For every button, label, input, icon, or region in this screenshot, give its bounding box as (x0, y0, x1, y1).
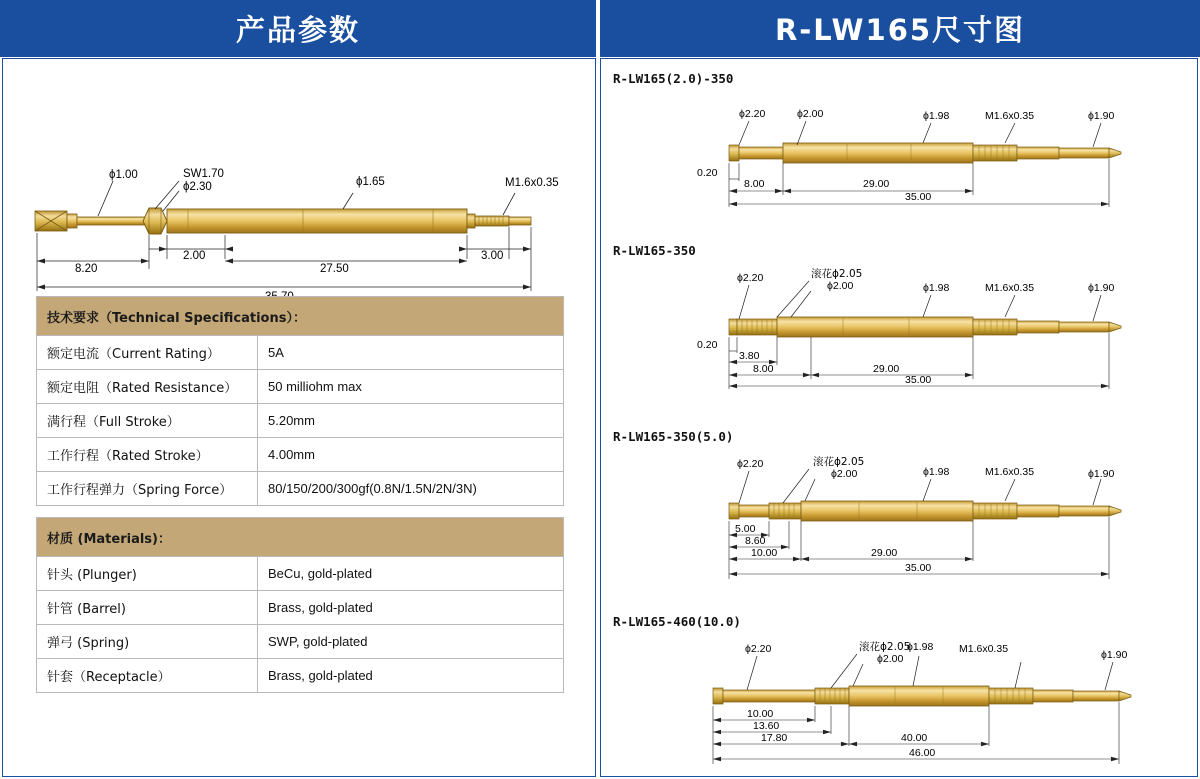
v4-callout-1: ϕ2.20 (745, 643, 772, 655)
v1-callout-2: ϕ2.00 (797, 108, 824, 120)
spec-key: 满行程（Full Stroke） (37, 404, 258, 438)
v3-callout-3: ϕ2.00 (831, 468, 858, 480)
v4-callout-2: 滚花ϕ2.05 (859, 641, 911, 653)
table-row (37, 472, 564, 506)
variant-4-label: R-LW165-460(10.0) (613, 614, 741, 629)
v4-callout-4: ϕ1.98 (907, 641, 934, 653)
right-header-bar (600, 0, 1200, 57)
v4-dim-2: 13.60 (753, 720, 780, 732)
material-value: SWP, gold-plated (258, 625, 564, 659)
v2-callout-4: ϕ1.98 (923, 282, 950, 294)
material-key: 针管 (Barrel) (37, 591, 258, 625)
spec-key: 额定电流（Current Rating） (37, 336, 258, 370)
v1-dim-1: 0.20 (697, 167, 718, 179)
variant-3-drawing (601, 419, 1199, 609)
spec-key: 工作行程弹力（Spring Force） (37, 472, 258, 506)
v3-callout-4: ϕ1.98 (923, 466, 950, 478)
v4-callout-3: ϕ2.00 (877, 653, 904, 665)
v4-dim-4: 40.00 (901, 732, 928, 744)
v3-callout-5: M1.6x0.35 (985, 466, 1035, 478)
dim-d: 3.00 (481, 250, 504, 262)
material-key: 弹弓 (Spring) (37, 625, 258, 659)
v1-dim-3: 29.00 (863, 178, 890, 190)
dim-c: 27.50 (320, 263, 349, 275)
table-row (37, 370, 564, 404)
variant-block-2 (601, 229, 1199, 419)
table-row (37, 518, 564, 557)
v1-dim-2: 8.00 (744, 178, 765, 190)
materials-table (36, 517, 564, 693)
callout-d1: ϕ1.00 (109, 169, 138, 181)
spec-value: 5A (258, 336, 564, 370)
v2-dim-5: 35.00 (905, 374, 932, 386)
spec-value: 50 milliohm max (258, 370, 564, 404)
callout-d2: ϕ2.30 (183, 181, 212, 193)
v3-callout-2: 滚花ϕ2.05 (813, 456, 865, 468)
variant-block-1 (601, 59, 1199, 239)
v4-dim-5: 46.00 (909, 747, 936, 759)
table-row (37, 659, 564, 693)
v2-dim-1: 0.20 (697, 339, 718, 351)
variant-block-3 (601, 419, 1199, 609)
v1-callout-1: ϕ2.20 (739, 108, 766, 120)
v3-callout-6: ϕ1.90 (1088, 468, 1115, 480)
material-key: 针头 (Plunger) (37, 557, 258, 591)
variant-1-drawing (601, 59, 1199, 239)
materials-table-title: 材质 (Materials)： (37, 518, 564, 557)
v3-dim-4: 29.00 (871, 547, 898, 559)
callout-thread: M1.6x0.35 (505, 177, 559, 189)
v2-callout-2: 滚花ϕ2.05 (811, 268, 863, 280)
v2-callout-5: M1.6x0.35 (985, 282, 1035, 294)
table-row (37, 404, 564, 438)
v4-dim-1: 10.00 (747, 708, 774, 720)
v2-callout-3: ϕ2.00 (827, 280, 854, 292)
v2-dim-4: 29.00 (873, 363, 900, 375)
v4-dim-3: 17.80 (761, 732, 788, 744)
variant-2-label: R-LW165-350 (613, 243, 696, 258)
spec-key: 工作行程（Rated Stroke） (37, 438, 258, 472)
variant-4-drawing (601, 604, 1199, 779)
spec-value: 5.20mm (258, 404, 564, 438)
material-key: 针套（Receptacle） (37, 659, 258, 693)
v3-dim-1: 5.00 (735, 523, 756, 535)
callout-sw: SW1.70 (183, 168, 224, 180)
material-value: BeCu, gold-plated (258, 557, 564, 591)
material-value: Brass, gold-plated (258, 659, 564, 693)
callout-d3: ϕ1.65 (356, 176, 385, 188)
table-row (37, 557, 564, 591)
left-header-title: 产品参数 (235, 13, 360, 47)
dim-a: 8.20 (75, 263, 98, 275)
table-row (37, 625, 564, 659)
v4-callout-6: ϕ1.90 (1101, 649, 1128, 661)
right-panel (600, 58, 1198, 777)
v2-callout-1: ϕ2.20 (737, 272, 764, 284)
left-panel (2, 58, 596, 777)
spec-key: 额定电阻（Rated Resistance） (37, 370, 258, 404)
variant-1-label: R-LW165(2.0)-350 (613, 71, 734, 86)
right-header-title: R-LW165尺寸图 (774, 13, 1026, 47)
spec-table (36, 296, 564, 506)
v4-callout-5: M1.6x0.35 (959, 643, 1009, 655)
table-row (37, 297, 564, 336)
v2-dim-3: 8.00 (753, 363, 774, 375)
variant-3-label: R-LW165-350(5.0) (613, 429, 734, 444)
spec-table-title: 技术要求（Technical Specifications）： (37, 297, 564, 336)
main-probe-drawing (3, 59, 597, 309)
v2-dim-2: 3.80 (739, 350, 760, 362)
spec-value: 4.00mm (258, 438, 564, 472)
table-row (37, 438, 564, 472)
v1-dim-4: 35.00 (905, 191, 932, 203)
table-row (37, 591, 564, 625)
v3-dim-5: 35.00 (905, 562, 932, 574)
v3-callout-1: ϕ2.20 (737, 458, 764, 470)
material-value: Brass, gold-plated (258, 591, 564, 625)
v3-dim-2: 8.60 (745, 535, 766, 547)
v1-callout-4: M1.6x0.35 (985, 110, 1035, 122)
spec-value: 80/150/200/300gf(0.8N/1.5N/2N/3N) (258, 472, 564, 506)
left-header-bar (0, 0, 596, 57)
v1-callout-5: ϕ1.90 (1088, 110, 1115, 122)
dim-b: 2.00 (183, 250, 206, 262)
table-row (37, 336, 564, 370)
variant-block-4 (601, 604, 1199, 779)
v2-callout-6: ϕ1.90 (1088, 282, 1115, 294)
v1-callout-3: ϕ1.98 (923, 110, 950, 122)
variant-2-drawing (601, 229, 1199, 419)
v3-dim-3: 10.00 (751, 547, 778, 559)
